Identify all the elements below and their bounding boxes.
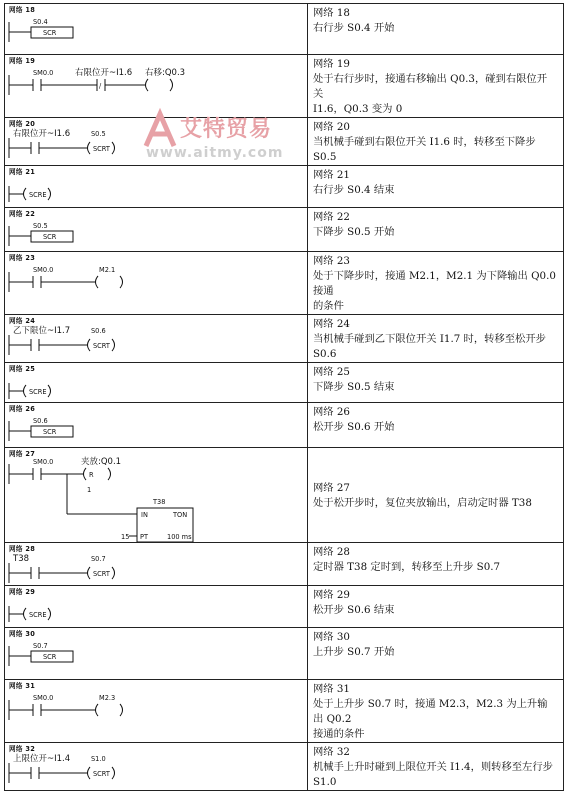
output-coil-right-arc <box>120 704 123 716</box>
description-cell <box>308 208 564 252</box>
scre-coil-right-arc <box>48 385 51 397</box>
network-row <box>5 628 564 680</box>
output-coil-right-arc <box>170 79 173 91</box>
scrt-coil-right-arc <box>112 339 115 351</box>
contact-label: 乙下限位~I1.7 <box>13 326 71 336</box>
description-title: 网络 19 <box>313 58 350 70</box>
description-title: 网络 31 <box>313 683 350 695</box>
ladder-diagram <box>5 586 307 627</box>
network-label: 网络 24 <box>9 317 36 325</box>
network-row <box>5 363 564 403</box>
description-cell <box>308 586 564 628</box>
coil-bit-label: S0.7 <box>91 555 106 563</box>
network-label: 网络 18 <box>9 6 36 14</box>
description-title: 网络 23 <box>313 255 350 267</box>
network-row <box>5 743 564 791</box>
watermark-url: www.aitmy.com <box>146 145 284 161</box>
description-line: S1.0 <box>313 776 337 788</box>
ladder-diagram <box>5 252 307 301</box>
description-line: 下降步 S0.5 开始 <box>313 226 395 238</box>
description-cell <box>308 680 564 743</box>
scre-coil-left-arc <box>24 385 27 397</box>
scrt-coil-right-arc <box>112 567 115 579</box>
ladder-cell <box>5 315 308 363</box>
ladder-diagram <box>5 448 307 542</box>
timer-in-pin: IN <box>141 511 148 519</box>
output-coil-left-arc <box>146 79 149 91</box>
coil-bit-label: S1.0 <box>91 755 106 763</box>
description-cell <box>308 118 564 166</box>
ladder-diagram <box>5 315 307 356</box>
scr-box-text: SCR <box>43 29 57 37</box>
coil-bit-label: S0.6 <box>91 327 106 335</box>
network-row <box>5 315 564 363</box>
scr-box-text: SCR <box>43 428 57 436</box>
ladder-cell <box>5 743 308 791</box>
scrt-coil-left-arc <box>88 567 91 579</box>
network-label: 网络 21 <box>9 168 36 176</box>
scrt-coil-left-arc <box>88 767 91 779</box>
ladder-diagram <box>5 543 307 585</box>
description-cell <box>308 628 564 680</box>
ladder-cell <box>5 448 308 543</box>
contact-label: T38 <box>13 554 30 564</box>
ladder-cell <box>5 208 308 252</box>
description-line: 松开步 S0.6 结束 <box>313 604 395 616</box>
description-line: I1.6，Q0.3 变为 0 <box>313 103 403 115</box>
contact-limit-nc-slash: / <box>99 82 102 90</box>
network-label: 网络 19 <box>9 57 36 65</box>
description-title: 网络 29 <box>313 589 350 601</box>
description-title: 网络 26 <box>313 406 350 418</box>
description-title: 网络 24 <box>313 318 350 330</box>
network-label: 网络 27 <box>9 450 36 458</box>
ladder-diagram <box>5 118 307 163</box>
reset-coil-right-arc <box>108 468 111 480</box>
description-cell <box>308 363 564 403</box>
description-line: 右行步 S0.4 开始 <box>313 22 395 34</box>
description-line: 处于上升步 S0.7 时，接通 M2.3，M2.3 为上升输出 Q0.2 <box>313 698 548 725</box>
network-row <box>5 543 564 586</box>
network-row <box>5 208 564 252</box>
ladder-cell <box>5 4 308 55</box>
coil-label: M2.1 <box>99 266 116 274</box>
description-title: 网络 27 <box>313 482 350 494</box>
description-line: 右行步 S0.4 结束 <box>313 184 395 196</box>
network-row <box>5 680 564 743</box>
scrt-coil-text: SCRT <box>93 770 110 778</box>
network-label: 网络 23 <box>9 254 36 262</box>
ladder-diagram <box>5 680 307 723</box>
scrt-coil-right-arc <box>112 142 115 154</box>
network-label: 网络 20 <box>9 120 36 128</box>
timer-preset: 15 <box>121 533 130 541</box>
description-line: 松开步 S0.6 开始 <box>313 421 395 433</box>
description-title: 网络 25 <box>313 366 350 378</box>
network-row <box>5 586 564 628</box>
ladder-cell <box>5 252 308 315</box>
network-label: 网络 22 <box>9 210 36 218</box>
description-cell <box>308 315 564 363</box>
scre-coil-text: SCRE <box>29 191 47 199</box>
ladder-cell <box>5 628 308 680</box>
output-coil-left-arc <box>96 276 99 288</box>
ladder-cell <box>5 363 308 403</box>
network-row <box>5 252 564 315</box>
scre-coil-right-arc <box>48 188 51 200</box>
network-row <box>5 4 564 55</box>
watermark-text: 艾特贸易 <box>180 117 273 142</box>
network-label: 网络 32 <box>9 745 36 753</box>
reset-count: 1 <box>87 486 92 494</box>
contact-label: SM0.0 <box>33 266 54 274</box>
ladder-cell <box>5 166 308 208</box>
network-label: 网络 30 <box>9 630 36 638</box>
description-title: 网络 22 <box>313 211 350 223</box>
network-row <box>5 118 564 166</box>
description-cell <box>308 55 564 118</box>
ladder-cell <box>5 680 308 743</box>
timer-pt-pin: PT <box>140 533 149 541</box>
ladder-cell <box>5 586 308 628</box>
description-title: 网络 28 <box>313 546 350 558</box>
ladder-cell <box>5 118 308 166</box>
scr-bit-label: S0.6 <box>33 417 48 425</box>
description-title: 网络 32 <box>313 746 350 758</box>
contact-label: SM0.0 <box>33 694 54 702</box>
ladder-cell <box>5 55 308 118</box>
reset-coil-label: 夹放:Q0.1 <box>81 457 122 467</box>
network-label: 网络 28 <box>9 545 36 553</box>
description-cell <box>308 743 564 791</box>
scrt-coil-text: SCRT <box>93 145 110 153</box>
contact-2-label: 右限位开~I1.6 <box>75 68 133 78</box>
scrt-coil-text: SCRT <box>93 570 110 578</box>
output-coil-left-arc <box>96 704 99 716</box>
scrt-coil-text: SCRT <box>93 342 110 350</box>
network-row <box>5 403 564 448</box>
contact-1-label: SM0.0 <box>33 69 54 77</box>
description-cell <box>308 4 564 55</box>
network-row <box>5 448 564 543</box>
description-cell <box>308 252 564 315</box>
scre-coil-text: SCRE <box>29 388 47 396</box>
scr-box-text: SCR <box>43 653 57 661</box>
timer-type: TON <box>173 511 188 519</box>
network-label: 网络 25 <box>9 365 36 373</box>
description-line: 上升步 S0.7 开始 <box>313 646 395 658</box>
description-line: 处于右行步时，接通右移输出 Q0.3，碰到右限位开关 <box>313 73 548 100</box>
network-label: 网络 29 <box>9 588 36 596</box>
description-title: 网络 20 <box>313 121 350 133</box>
description-title: 网络 21 <box>313 169 350 181</box>
description-line: 机械手上升时碰到上限位开关 I1.4，则转移至左行步 <box>313 761 553 773</box>
scrt-coil-right-arc <box>112 767 115 779</box>
description-line: 下降步 S0.5 结束 <box>313 381 395 393</box>
scre-coil-left-arc <box>24 188 27 200</box>
scr-bit-label: S0.4 <box>33 18 48 26</box>
contact-label: SM0.0 <box>33 458 54 466</box>
description-cell <box>308 403 564 448</box>
network-label: 网络 31 <box>9 682 36 690</box>
description-line: 的条件 <box>313 300 344 312</box>
scrt-coil-left-arc <box>88 142 91 154</box>
network-label: 网络 26 <box>9 405 36 413</box>
description-line: 当机械手碰到乙下限位开关 I1.7 时，转移至松开步 S0.6 <box>313 333 546 360</box>
network-row <box>5 55 564 118</box>
coil-bit-label: S0.5 <box>91 130 106 138</box>
network-row <box>5 166 564 208</box>
ladder-program-table <box>4 3 564 791</box>
scrt-coil-left-arc <box>88 339 91 351</box>
scre-coil-left-arc <box>24 608 27 620</box>
contact-label: 上限位开~I1.4 <box>13 754 71 764</box>
description-line: 定时器 T38 定时到，转移至上升步 S0.7 <box>313 561 501 573</box>
timer-resolution: 100 ms <box>167 533 192 541</box>
description-cell <box>308 543 564 586</box>
description-line: 处于松开步时，复位夹放输出，启动定时器 T38 <box>313 497 532 509</box>
coil-label: M2.3 <box>99 694 116 702</box>
ladder-diagram <box>5 55 307 98</box>
timer-name: T38 <box>153 498 166 506</box>
ladder-cell <box>5 403 308 448</box>
ladder-diagram <box>5 628 307 679</box>
description-title: 网络 30 <box>313 631 350 643</box>
reset-coil-text: R <box>89 471 94 479</box>
scr-box-text: SCR <box>43 233 57 241</box>
ladder-diagram <box>5 166 307 207</box>
description-line: 接通的条件 <box>313 728 365 740</box>
ladder-diagram <box>5 363 307 402</box>
scre-coil-text: SCRE <box>29 611 47 619</box>
scr-bit-label: S0.7 <box>33 642 48 650</box>
description-line: 处于下降步时，接通 M2.1，M2.1 为下降输出 Q0.0 接通 <box>313 270 556 297</box>
scr-bit-label: S0.5 <box>33 222 48 230</box>
description-cell <box>308 166 564 208</box>
description-line: 当机械手碰到右限位开关 I1.6 时，转移至下降步 S0.5 <box>313 136 536 163</box>
ladder-cell <box>5 543 308 586</box>
ladder-diagram <box>5 403 307 447</box>
reset-coil-left-arc <box>84 468 87 480</box>
description-cell <box>308 448 564 543</box>
output-coil-right-arc <box>120 276 123 288</box>
ladder-diagram <box>5 4 307 54</box>
coil-label: 右移:Q0.3 <box>145 68 186 78</box>
ladder-diagram <box>5 743 307 788</box>
contact-label: 右限位开~I1.6 <box>13 129 71 139</box>
description-title: 网络 18 <box>313 7 350 19</box>
ladder-diagram <box>5 208 307 251</box>
scre-coil-right-arc <box>48 608 51 620</box>
